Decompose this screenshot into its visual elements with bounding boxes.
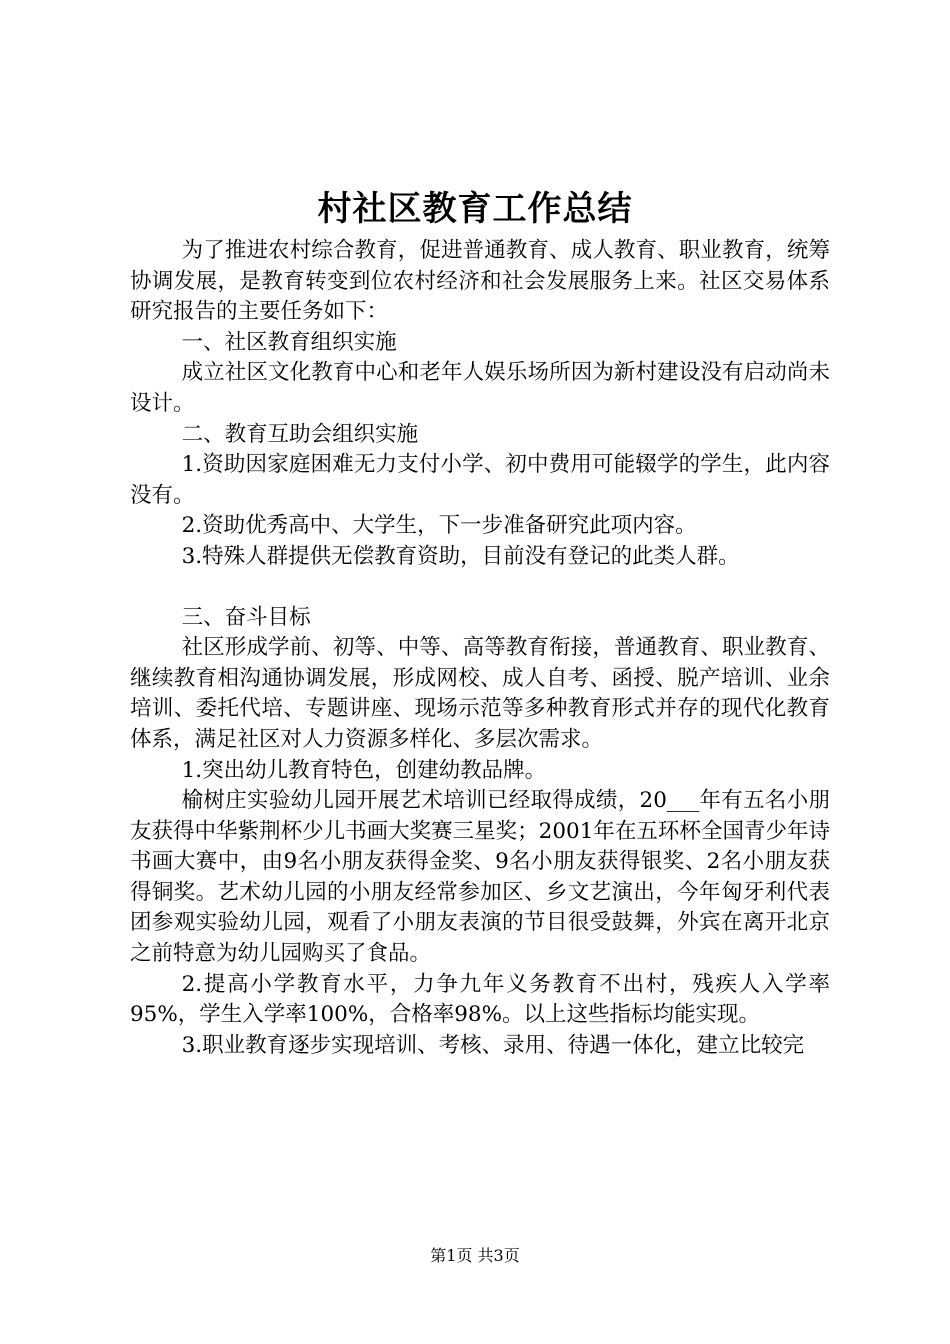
list-item: 2.资助优秀高中、大学生，下一步准备研究此项内容。 [181,513,697,539]
document-title: 村社区教育工作总结 [317,189,633,229]
paragraph: 成立社区文化教育中心和老年人娱乐场所因为新村建设没有启动尚未设计。 [130,360,830,416]
list-item: 1.资助因家庭困难无力支付小学、初中费用可能辍学的学生，此内容没有。 [130,452,830,508]
page-footer: 第1页 共3页 [430,1246,520,1265]
list-item: 1.突出幼儿教育特色，创建幼教品牌。 [181,757,547,783]
paragraph: 榆树庄实验幼儿园开展艺术培训已经取得成绩，20___年有五名小朋友获得中华紫荆杯少儿书画大奖赛三星奖；2001年在五环杯全国青少年诗书画大赛中，由9名小朋友获得金奖、9名小朋友获得银奖、2名小朋友获得铜奖。艺术幼儿园的小朋友经常参加区、乡文艺演出，今年匈牙利代表团参观实验幼儿园，观看了小朋友表演的节目很受鼓舞，外宾在离开北京之前特意为幼儿园购买了食品。 [130,788,830,967]
section-heading-3: 三、奋斗目标 [181,604,311,630]
list-item: 3.特殊人群提供无偿教育资助，目前没有登记的此类人群。 [181,543,740,569]
section-heading-1: 一、社区教育组织实施 [181,329,397,355]
section-heading-2: 二、教育互助会组织实施 [181,421,419,447]
paragraph-intro: 为了推进农村综合教育，促进普通教育、成人教育、职业教育，统筹协调发展，是教育转变到位农村经济和社会发展服务上来。社区交易体系研究报告的主要任务如下： [130,238,830,325]
paragraph: 社区形成学前、初等、中等、高等教育衔接，普通教育、职业教育、继续教育相沟通协调发展，形成网校、成人自考、函授、脱产培训、业余培训、委托代培、专题讲座、现场示范等多种教育形式并存的现代化教育体系，满足社区对人力资源多样化、多层次需求。 [130,635,830,752]
document-body [130,236,830,1061]
list-item: 3.职业教育逐步实现培训、考核、录用、待遇一体化，建立比较完 [181,1032,805,1058]
list-item: 2.提高小学教育水平，力争九年义务教育不出村，残疾人入学率95%，学生入学率100%，合格率98%。以上这些指标均能实现。 [130,971,830,1028]
